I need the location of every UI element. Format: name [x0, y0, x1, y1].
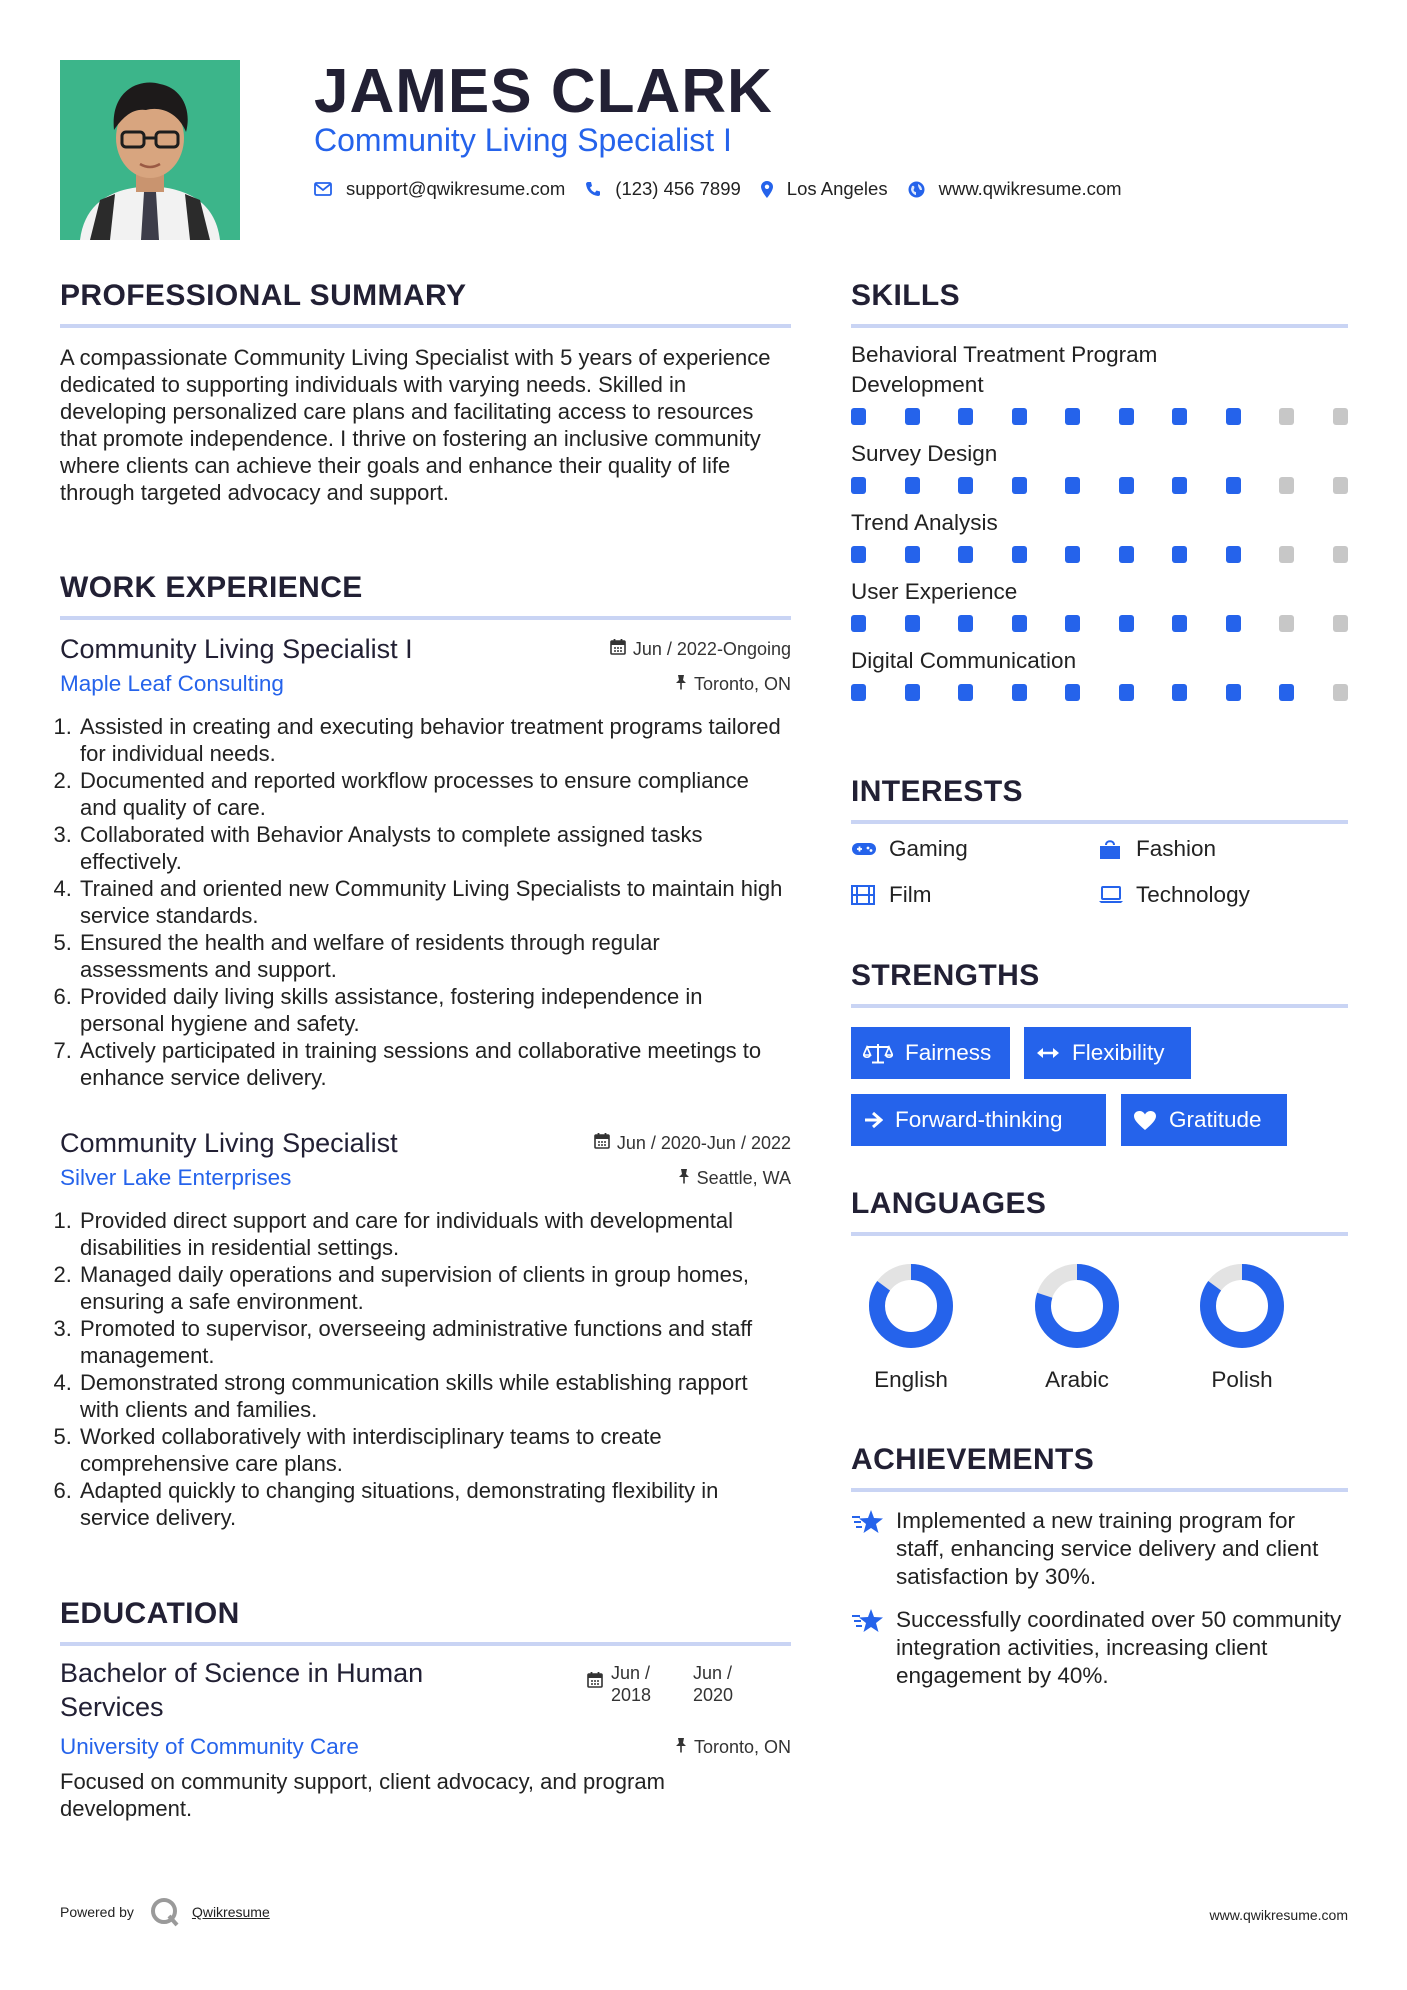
- rating-dot-empty: [1333, 408, 1348, 425]
- rating-dot-filled: [851, 408, 866, 425]
- school-name[interactable]: University of Community Care: [60, 1734, 359, 1759]
- section-divider: [851, 324, 1348, 328]
- heart-icon: [1133, 1110, 1157, 1131]
- language-item: [1177, 1260, 1307, 1393]
- job-title: Community Living Specialist I: [60, 634, 413, 664]
- skill-rating: [851, 477, 1348, 494]
- job-location: [675, 674, 791, 695]
- interest-label: Gaming: [889, 836, 968, 861]
- rating-dot-empty: [1333, 546, 1348, 563]
- laptop-icon: [1098, 886, 1136, 904]
- skill-name: User Experience: [851, 579, 1018, 604]
- rating-dot-empty: [1279, 477, 1294, 494]
- contact-website[interactable]: www.qwikresume.com: [938, 178, 1122, 199]
- strength-label: Flexibility: [1072, 1040, 1165, 1065]
- location-pin-icon: [761, 181, 773, 198]
- interest-label: Fashion: [1136, 836, 1217, 861]
- rating-dot-empty: [1333, 684, 1348, 701]
- section-divider: [60, 1642, 791, 1646]
- job-dates-text: Jun / 2022-Ongoing: [632, 638, 791, 659]
- interest-item: [1098, 836, 1216, 862]
- job-entry: [60, 632, 791, 1091]
- experience-section: [60, 570, 791, 620]
- summary-text: A compassionate Community Living Specialist with 5 years of experience dedicated to supporting individuals with varying needs. Skilled in developing personalized care plans and facilitating access to resources that promote independence. I thrive on fostering an inclusive community where clients can achieve their goals and enhance their quality of life through targeted advocacy and support.: [60, 345, 771, 505]
- education-heading: EDUCATION: [60, 1597, 240, 1630]
- interest-label: Technology: [1136, 882, 1250, 907]
- candidate-name: JAMES CLARK: [314, 57, 773, 126]
- education-dates: [587, 1662, 751, 1706]
- language-ring: [1012, 1260, 1142, 1352]
- summary-section: [60, 278, 791, 506]
- interest-label: Film: [889, 882, 932, 907]
- section-divider: [851, 1232, 1348, 1236]
- rating-dot-filled: [1226, 408, 1241, 425]
- rating-dot-filled: [905, 684, 920, 701]
- language-item: [1012, 1260, 1142, 1393]
- rating-dot-filled: [1065, 477, 1080, 494]
- company-name[interactable]: Maple Leaf Consulting: [60, 671, 284, 696]
- rating-dot-filled: [1119, 546, 1134, 563]
- rating-dot-filled: [1172, 477, 1187, 494]
- pushpin-icon: [675, 674, 687, 695]
- rating-dot-filled: [1012, 408, 1027, 425]
- rating-dot-filled: [905, 477, 920, 494]
- film-icon: [851, 885, 889, 905]
- education-location-text: Toronto, ON: [693, 1736, 791, 1757]
- languages-heading: LANGUAGES: [851, 1187, 1047, 1220]
- list-item: 6. Provided daily living skills assistance, fostering independence in personal hygiene and safety.: [78, 983, 791, 1037]
- strength-label: Fairness: [905, 1040, 992, 1065]
- rating-dot-filled: [1226, 546, 1241, 563]
- rating-dot-filled: [958, 477, 973, 494]
- list-item: 7. Actively participated in training sessions and collaborative meetings to enhance service delivery.: [78, 1037, 791, 1091]
- job-entry: [60, 1126, 791, 1531]
- list-item: 3. Collaborated with Behavior Analysts to complete assigned tasks effectively.: [78, 821, 791, 875]
- summary-heading: PROFESSIONAL SUMMARY: [60, 279, 467, 312]
- job-dates: [610, 638, 791, 660]
- rating-dot-filled: [1226, 477, 1241, 494]
- rating-dot-empty: [1279, 408, 1294, 425]
- rating-dot-filled: [1172, 615, 1187, 632]
- rating-dot-filled: [1172, 684, 1187, 701]
- rating-dot-filled: [958, 546, 973, 563]
- rating-dot-filled: [1226, 615, 1241, 632]
- calendar-icon: [594, 1132, 610, 1154]
- language-ring: [846, 1260, 976, 1352]
- interest-item: [851, 882, 931, 908]
- skills-section: [851, 278, 1348, 328]
- language-item: [846, 1260, 976, 1393]
- rating-dot-filled: [1119, 408, 1134, 425]
- rating-dot-filled: [1226, 684, 1241, 701]
- profile-photo: [60, 60, 240, 240]
- skill-rating: [851, 684, 1348, 701]
- strengths-heading: STRENGTHS: [851, 959, 1040, 992]
- star-badge-icon: [851, 1507, 896, 1540]
- calendar-icon: [610, 638, 626, 660]
- section-divider: [60, 324, 791, 328]
- skill-rating: [851, 408, 1348, 425]
- rating-dot-filled: [851, 477, 866, 494]
- phone-icon: [585, 181, 601, 197]
- job-title: Community Living Specialist: [60, 1128, 398, 1158]
- job-dates-text: Jun / 2020-Jun / 2022: [616, 1132, 791, 1153]
- interests-section: [851, 774, 1348, 824]
- rating-dot-filled: [1012, 546, 1027, 563]
- powered-by-text: Powered by: [60, 1904, 134, 1920]
- language-name: English: [874, 1367, 948, 1392]
- rating-dot-filled: [905, 408, 920, 425]
- language-name: Polish: [1211, 1367, 1273, 1392]
- list-item: 3. Promoted to supervisor, overseeing administrative functions and staff management.: [78, 1315, 791, 1369]
- pushpin-icon: [675, 1737, 687, 1758]
- skill-name: Trend Analysis: [851, 510, 998, 535]
- footer-url[interactable]: www.qwikresume.com: [1209, 1907, 1348, 1923]
- strength-label: Gratitude: [1169, 1107, 1262, 1132]
- list-item: 2. Documented and reported workflow processes to ensure compliance and quality of care.: [78, 767, 791, 821]
- rating-dot-filled: [958, 408, 973, 425]
- rating-dot-filled: [905, 615, 920, 632]
- achievement-text: Implemented a new training program for staff, enhancing service delivery and client satisfaction by 30%.: [896, 1508, 1319, 1589]
- rating-dot-filled: [958, 615, 973, 632]
- rating-dot-filled: [1119, 684, 1134, 701]
- rating-dot-filled: [1065, 615, 1080, 632]
- degree-name: Bachelor of Science in Human Services: [60, 1658, 424, 1722]
- job-location-text: Seattle, WA: [696, 1167, 791, 1188]
- section-divider: [60, 616, 791, 620]
- rating-dot-filled: [1012, 615, 1027, 632]
- section-divider: [851, 820, 1348, 824]
- rating-dot-empty: [1279, 615, 1294, 632]
- gamepad-icon: [851, 840, 889, 858]
- rating-dot-filled: [905, 546, 920, 563]
- rating-dot-filled: [958, 684, 973, 701]
- language-ring: [1177, 1260, 1307, 1352]
- interest-item: [851, 836, 968, 862]
- skill-rating: [851, 615, 1348, 632]
- job-dates: [594, 1132, 791, 1154]
- list-item: 5. Ensured the health and welfare of residents through regular assessments and support.: [78, 929, 791, 983]
- strength-chip: [851, 1027, 1010, 1079]
- calendar-icon: [587, 1671, 603, 1693]
- rating-dot-filled: [1119, 615, 1134, 632]
- rating-dot-filled: [1065, 684, 1080, 701]
- strength-label: Forward-thinking: [895, 1107, 1063, 1132]
- list-item: 1. Provided direct support and care for individuals with developmental disabilities in residential settings.: [78, 1207, 791, 1261]
- rating-dot-empty: [1333, 477, 1348, 494]
- list-item: 6. Adapted quickly to changing situations, demonstrating flexibility in service delivery.: [78, 1477, 791, 1531]
- education-entry: [60, 1656, 791, 1822]
- arrow-right-icon: [863, 1111, 883, 1129]
- list-item: 1. Assisted in creating and executing behavior treatment programs tailored for individual needs.: [78, 713, 791, 767]
- globe-icon: [908, 181, 925, 198]
- language-name: Arabic: [1045, 1367, 1109, 1392]
- rating-dot-filled: [1172, 546, 1187, 563]
- pushpin-icon: [678, 1168, 690, 1189]
- section-divider: [851, 1004, 1348, 1008]
- list-item: 5. Worked collaboratively with interdisciplinary teams to create comprehensive care plans.: [78, 1423, 791, 1477]
- footer-brand-link[interactable]: Qwikresume: [191, 1904, 270, 1920]
- rating-dot-filled: [1119, 477, 1134, 494]
- achievement-item: [851, 1507, 1348, 1591]
- skill-name: Behavioral Treatment Program Development: [851, 342, 1158, 397]
- shopping-bag-icon: [1098, 838, 1136, 860]
- education-section: [60, 1596, 791, 1646]
- rating-dot-filled: [851, 546, 866, 563]
- rating-dot-filled: [851, 684, 866, 701]
- rating-dot-filled: [1065, 546, 1080, 563]
- strength-chip: [1121, 1094, 1287, 1146]
- list-item: 4. Demonstrated strong communication skills while establishing rapport with clients and families.: [78, 1369, 791, 1423]
- email-icon: [314, 182, 332, 196]
- contact-email[interactable]: support@qwikresume.com: [346, 178, 566, 199]
- education-location: [675, 1737, 791, 1758]
- contact-location: Los Angeles: [786, 178, 888, 199]
- rating-dot-filled: [1012, 477, 1027, 494]
- languages-section: [851, 1186, 1348, 1236]
- strengths-section: [851, 958, 1348, 1008]
- strength-chip: [1024, 1027, 1191, 1079]
- job-duties: [60, 713, 791, 1091]
- skill-name: Survey Design: [851, 441, 998, 466]
- job-location-text: Toronto, ON: [693, 673, 791, 694]
- education-end: Jun / 2020: [693, 1663, 734, 1705]
- balance-scale-icon: [863, 1042, 893, 1064]
- qwikresume-logo-icon: [150, 1897, 180, 1927]
- achievements-heading: ACHIEVEMENTS: [851, 1443, 1095, 1476]
- footer-branding: [60, 1897, 270, 1927]
- skills-heading: SKILLS: [851, 279, 961, 312]
- interest-item: [1098, 882, 1250, 908]
- contact-bar: [314, 178, 1142, 200]
- rating-dot-empty: [1333, 615, 1348, 632]
- contact-phone[interactable]: (123) 456 7899: [615, 178, 741, 199]
- list-item: 2. Managed daily operations and supervision of clients in group homes, ensuring a safe environment.: [78, 1261, 791, 1315]
- rating-dot-filled: [1012, 684, 1027, 701]
- list-item: 4. Trained and oriented new Community Living Specialists to maintain high service standards.: [78, 875, 791, 929]
- rating-dot-filled: [1172, 408, 1187, 425]
- star-badge-icon: [851, 1606, 896, 1639]
- achievement-text: Successfully coordinated over 50 community integration activities, increasing client engagement by 40%.: [896, 1607, 1342, 1688]
- skill-name: Digital Communication: [851, 648, 1077, 673]
- arrows-horizontal-icon: [1036, 1046, 1060, 1060]
- experience-heading: WORK EXPERIENCE: [60, 571, 363, 604]
- education-description: Focused on community support, client advocacy, and program development.: [60, 1769, 665, 1821]
- section-divider: [851, 1488, 1348, 1492]
- rating-dot-filled: [851, 615, 866, 632]
- interests-heading: INTERESTS: [851, 775, 1023, 808]
- education-start: Jun / 2018: [611, 1663, 652, 1705]
- rating-dot-filled: [1065, 408, 1080, 425]
- skill-list: [851, 340, 1348, 701]
- rating-dot-empty: [1279, 546, 1294, 563]
- company-name[interactable]: Silver Lake Enterprises: [60, 1165, 292, 1190]
- skill-rating: [851, 546, 1348, 563]
- job-location: [678, 1168, 791, 1189]
- rating-dot-filled: [1279, 684, 1294, 701]
- job-duties: [60, 1207, 791, 1531]
- job-role: Community Living Specialist I: [314, 122, 732, 158]
- achievement-item: [851, 1606, 1348, 1690]
- achievements-section: [851, 1442, 1348, 1492]
- strength-chip: [851, 1094, 1106, 1146]
